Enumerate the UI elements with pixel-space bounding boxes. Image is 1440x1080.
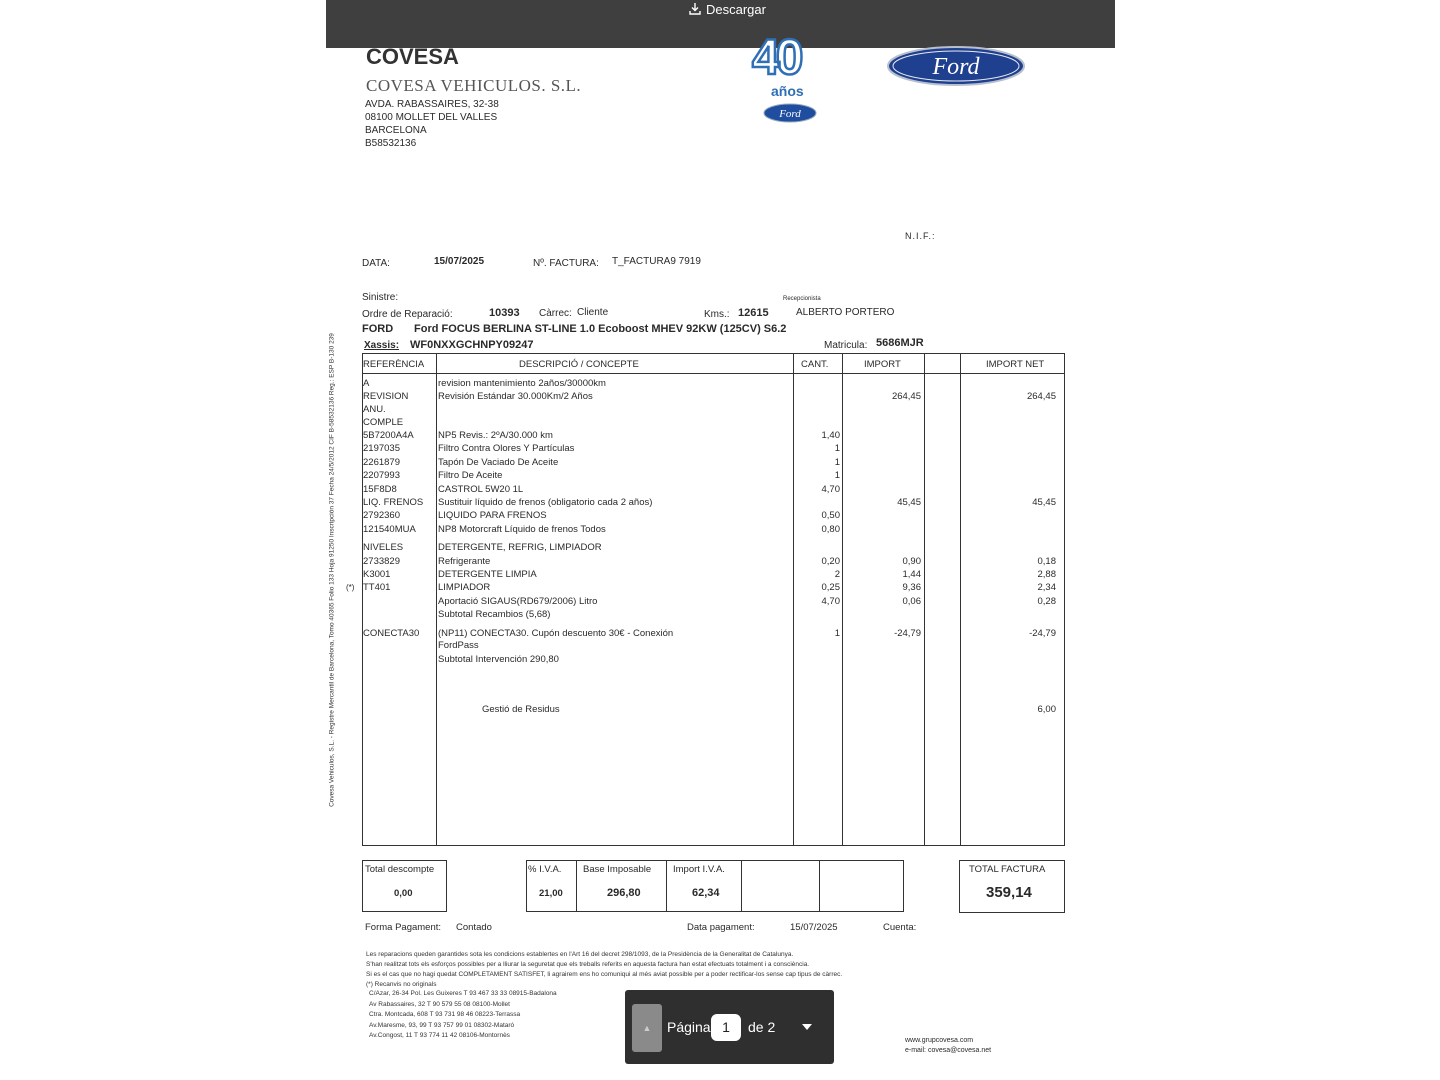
row-import-net: 2,88: [1037, 569, 1056, 580]
row-description: Sustituir líquido de frenos (obligatorio cada 2 años): [438, 497, 653, 508]
sinistre-label: Sinistre:: [362, 292, 399, 303]
payment-method: Contado: [456, 922, 492, 933]
row-import-net: 264,45: [1026, 391, 1056, 402]
vat-divider: [666, 860, 667, 911]
anniversary-text: años: [771, 83, 804, 99]
branch-line: Ctra. Montcada, 608 T 93 731 98 46 08223-Terrassa: [369, 1011, 521, 1018]
row-import-net: 0,18: [1037, 556, 1056, 567]
legal-line: Les reparacions queden garantides sota les condicions establertes en l'Art 16 del decret 298/1093, de la Presidència de la Generalitat de Catalunya.: [366, 951, 794, 958]
registry-note: [325, 255, 339, 885]
ford-logo-text: Ford: [932, 54, 980, 80]
row-description: LIQUIDO PARA FRENOS: [438, 510, 547, 521]
non-original-mark: (*): [346, 583, 355, 592]
page-label: Página: [667, 1019, 711, 1035]
row-import: 1,44: [902, 569, 921, 580]
branch-line: Av.Congost, 11 T 93 774 11 42 08106-Montornès: [369, 1032, 510, 1039]
download-button[interactable]: [688, 0, 766, 18]
row-import-net: 45,45: [1032, 497, 1056, 508]
plate-number: 5686MJR: [876, 337, 924, 349]
company-tax-id: B58532136: [365, 138, 417, 149]
row-quantity: 4,70: [821, 484, 840, 495]
kms-value: 12615: [738, 307, 769, 319]
charge-label: Càrrec:: [539, 308, 572, 319]
row-description: Aportació SIGAUS(RD679/2006) Litro: [438, 596, 598, 607]
ford-logo: [886, 45, 1026, 87]
row-reference: CONECTA30: [363, 628, 420, 639]
header-import: IMPORT: [864, 359, 901, 370]
legal-line: S'han realitzat tots els esforços possibles per a lliurar la seguretat que els treballs referits en aquesta factura han estat efectuats totalment i a consciència.: [366, 961, 810, 968]
header-description: DESCRIPCIÓ / CONCEPTE: [519, 359, 639, 370]
row-import: 0,90: [902, 556, 921, 567]
row-reference: TT401: [363, 582, 391, 593]
row-quantity: 0,80: [821, 524, 840, 535]
page-count: de 2: [748, 1019, 776, 1035]
vat-divider: [741, 860, 742, 911]
vat-divider: [576, 860, 577, 911]
header-quantity: CANT.: [801, 359, 829, 370]
invoice-number-label: Nº. FACTURA:: [533, 258, 599, 269]
tax-base: 296,80: [607, 887, 641, 899]
legal-text: [366, 950, 842, 990]
company-website: www.grupcovesa.com: [905, 1037, 974, 1044]
total-label: TOTAL FACTURA: [969, 864, 1046, 875]
row-description: DETERGENTE, REFRIG, LIMPIADOR: [438, 542, 602, 553]
row-description: Filtro Contra Olores Y Partículas: [438, 443, 575, 454]
discount-label: Total descompte: [365, 864, 435, 875]
chassis-label: Xassis:: [364, 340, 400, 351]
kms-label: Kms.:: [704, 309, 730, 320]
row-description: Tapón De Vaciado De Aceite: [438, 457, 559, 468]
discount-value: 0,00: [394, 888, 413, 899]
vat-percent: 21,00: [539, 888, 563, 899]
vat-amount: 62,34: [692, 887, 720, 899]
vat-percent-label: % I.V.A.: [528, 864, 562, 875]
row-reference: 5B7200A4A: [363, 430, 414, 441]
row-import: -24,79: [894, 628, 921, 639]
invoice-date: 15/07/2025: [434, 256, 485, 267]
company-name: COVESA VEHICULOS. S.L.: [366, 76, 582, 95]
branch-list: [369, 989, 557, 1042]
company-city: BARCELONA: [365, 125, 427, 136]
charge-value: Cliente: [577, 307, 609, 318]
row-reference: K3001: [363, 569, 391, 580]
branch-line: Av Rabassaires, 32 T 90 579 55 08 08100-Mollet: [369, 1000, 510, 1008]
row-description: DETERGENTE LIMPIA: [438, 569, 537, 580]
chevron-up-icon: ▲: [642, 1023, 652, 1033]
company-email: e-mail: covesa@covesa.net: [905, 1047, 992, 1054]
row-reference: 2733829: [363, 556, 400, 567]
download-label: Descargar: [706, 1, 766, 17]
header-reference: REFERÈNCIA: [363, 359, 425, 370]
company-address-1: AVDA. RABASSAIRES, 32-38: [365, 99, 499, 110]
ford-small-logo: [763, 103, 818, 123]
row-description: Subtotal Recambios (5,68): [438, 609, 551, 620]
previous-page-button[interactable]: [632, 1004, 662, 1052]
row-description: Filtro De Aceite: [438, 470, 503, 481]
col-divider: [793, 353, 794, 845]
order-number: 10393: [489, 307, 520, 319]
row-import-net: 0,28: [1037, 596, 1056, 607]
row-description: Subtotal Intervención 290,80: [438, 654, 559, 665]
row-reference: 2261879: [363, 457, 400, 468]
row-description: CASTROL 5W20 1L: [438, 484, 524, 495]
account-label: Cuenta:: [883, 922, 917, 933]
table-header-divider: [362, 373, 1064, 374]
col-divider: [924, 353, 925, 845]
vehicle-model: Ford FOCUS BERLINA ST-LINE 1.0 Ecoboost MHEV 92KW (125CV) S6.2: [414, 323, 787, 335]
receptionist-label: Recepcionista: [783, 296, 821, 302]
ford-small-text: Ford: [779, 108, 801, 120]
row-quantity: 1: [834, 470, 840, 481]
row-reference: 2792360: [363, 510, 400, 521]
row-quantity: 1,40: [821, 430, 840, 441]
tax-base-label: Base Imposable: [583, 864, 652, 875]
chevron-down-icon: [802, 1024, 812, 1030]
date-label: DATA:: [362, 258, 390, 269]
waste-amount: 6,00: [1037, 704, 1056, 715]
header-import-net: IMPORT NET: [986, 359, 1045, 370]
row-description: (NP11) CONECTA30. Cupón descuento 30€ - Conexión: [438, 628, 674, 639]
legal-line: Si es el cas que no hagi quedat COMPLETAMENT SATISFET, li agrairem ens ho comuniqui al més aviat possible per a poder rectificar-los sense cap tipus de càrrec.: [366, 971, 843, 978]
row-description: FordPass: [438, 640, 479, 651]
col-divider: [436, 353, 437, 845]
download-icon: [688, 2, 702, 16]
vat-divider: [819, 860, 820, 911]
row-reference: 121540MUA: [363, 524, 416, 535]
row-description: Refrigerante: [438, 556, 491, 567]
row-reference: COMPLE: [363, 417, 404, 428]
row-description: NP5 Revis.: 2ºA/30.000 km: [438, 430, 553, 441]
vat-amount-label: Import I.V.A.: [673, 864, 725, 875]
row-reference: 2197035: [363, 443, 400, 454]
page-number-input[interactable]: 1: [711, 1014, 741, 1041]
row-import: 0,06: [902, 596, 921, 607]
row-quantity: 0,50: [821, 510, 840, 521]
row-quantity: 1: [834, 457, 840, 468]
payment-method-label: Forma Pagament:: [365, 922, 442, 933]
branch-line: C/Azar, 26-34 Pol. Les Guixeres T 93 467 33 33 08915-Badalona: [369, 990, 557, 997]
row-reference: NIVELES: [363, 542, 404, 553]
row-import: 264,45: [891, 391, 921, 402]
row-import: 45,45: [897, 497, 921, 508]
company-brand: COVESA: [366, 44, 459, 69]
receptionist-name: ALBERTO PORTERO: [796, 307, 895, 318]
row-quantity: 1: [834, 443, 840, 454]
row-quantity: 1: [834, 628, 840, 639]
col-divider: [842, 353, 843, 845]
row-reference: ANU.: [363, 404, 386, 415]
row-quantity: 0,25: [821, 582, 840, 593]
row-quantity: 2: [834, 569, 840, 580]
row-reference: A: [363, 378, 370, 389]
col-divider: [960, 353, 961, 845]
row-reference: 15F8D8: [363, 484, 397, 495]
vehicle-make: FORD: [362, 323, 394, 335]
row-description: LIMPIADOR: [438, 582, 491, 593]
waste-description: Gestió de Residus: [482, 704, 560, 715]
registry-note-text: Covesa Vehiculos, S.L. - Registre Mercantil de Barcelona, Tomo 40365 Folio 133 Hoja 91250 Inscripción 37 Fecha 24/5/2012 CIF B-58532136 Reg.: ESP B-130 239: [328, 333, 336, 807]
invoice-number: T_FACTURA9 7919: [612, 256, 701, 267]
payment-date: 15/07/2025: [790, 922, 838, 933]
row-quantity: 0,20: [821, 556, 840, 567]
row-import-net: -24,79: [1029, 628, 1056, 639]
total-amount: 359,14: [986, 884, 1032, 901]
row-description: revision mantenimiento 2años/30000km: [438, 378, 606, 389]
row-import: 9,36: [902, 582, 921, 593]
company-address-2: 08100 MOLLET DEL VALLES: [365, 112, 498, 123]
row-description: Revisión Estándar 30.000Km/2 Años: [438, 391, 593, 402]
payment-date-label: Data pagament:: [687, 922, 755, 933]
row-quantity: 4,70: [821, 596, 840, 607]
branch-line: Av.Maresme, 93, 99 T 93 757 99 01 08302-Mataró: [369, 1021, 515, 1029]
legal-line: (*) Recanvis no originals: [366, 981, 437, 988]
next-page-button[interactable]: [800, 1020, 814, 1034]
row-import-net: 2,34: [1037, 582, 1056, 593]
row-description: NP8 Motorcraft Líquido de frenos Todos: [438, 524, 606, 535]
chassis-number: WF0NXXGCHNPY09247: [410, 339, 534, 351]
order-label: Ordre de Reparació:: [362, 309, 453, 320]
row-reference: 2207993: [363, 470, 400, 481]
row-reference: REVISION: [363, 391, 409, 402]
row-reference: LIQ. FRENOS: [363, 497, 424, 508]
anniversary-logo: 40: [752, 29, 800, 85]
nif-label: N.I.F.:: [905, 231, 936, 241]
plate-label: Matricula:: [824, 340, 868, 351]
